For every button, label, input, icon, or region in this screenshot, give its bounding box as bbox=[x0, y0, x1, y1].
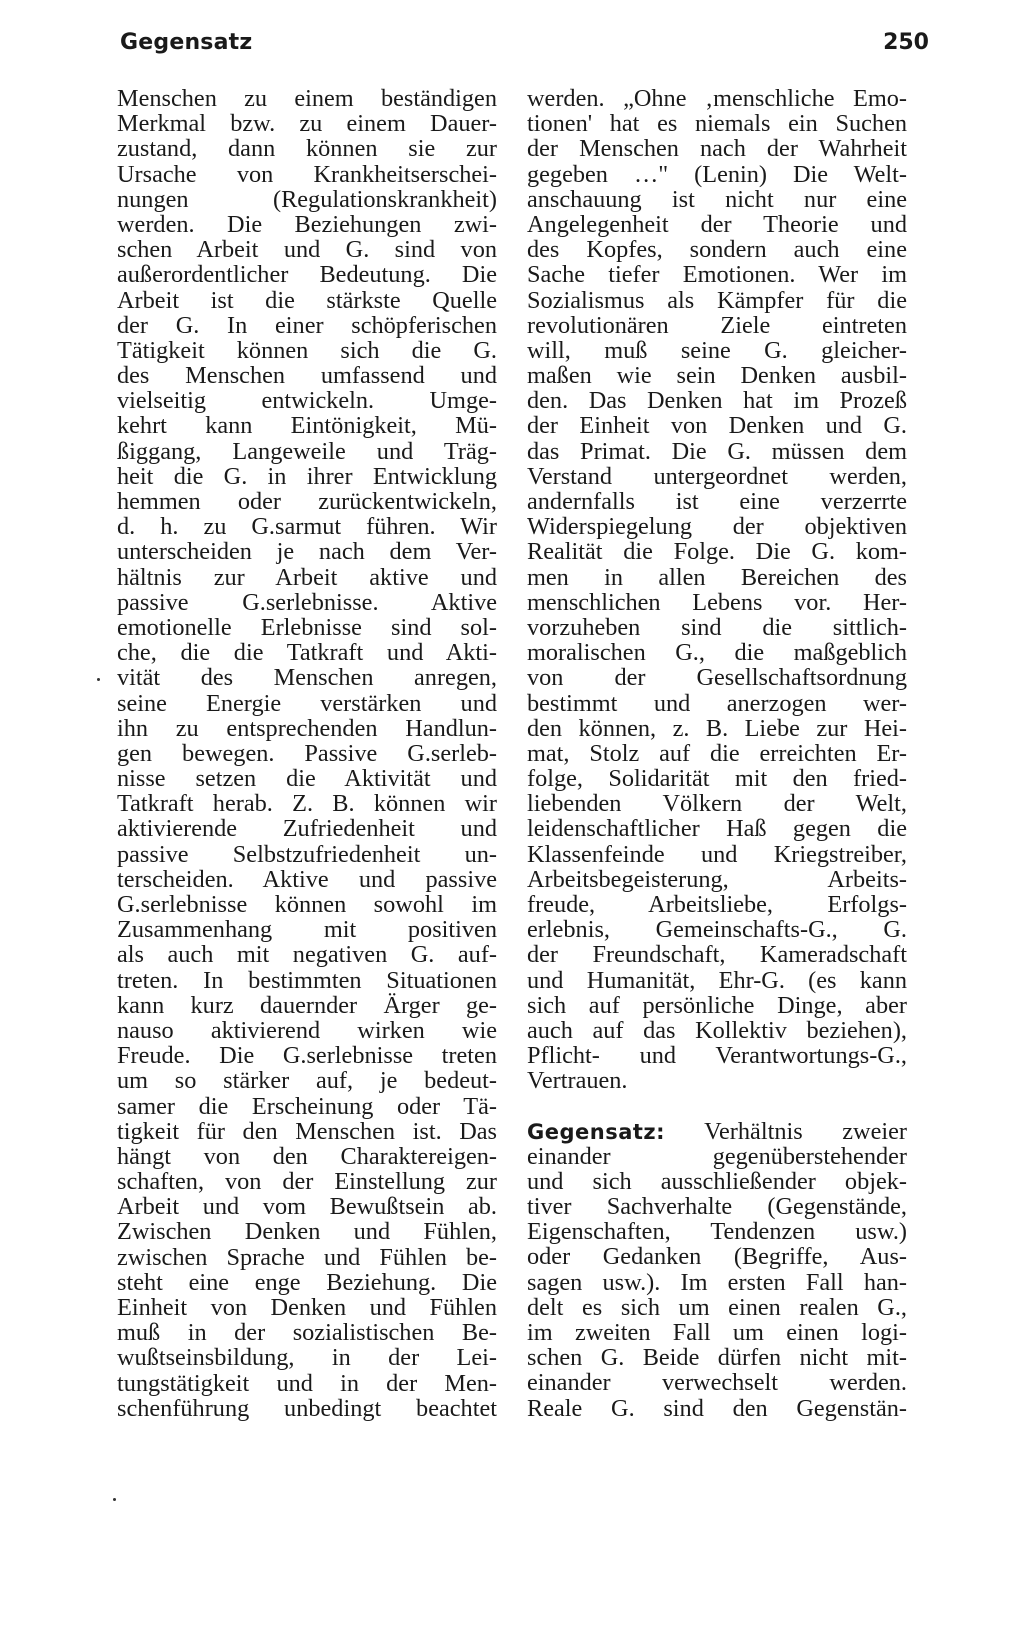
text-line: menschlichen Lebens vor. Her- bbox=[527, 588, 907, 616]
text-line: Arbeit und vom Bewußtsein ab. bbox=[117, 1193, 497, 1221]
text-line: unterscheiden je nach dem Ver- bbox=[117, 538, 497, 566]
text-line: als auch mit negativen G. auf- bbox=[117, 941, 497, 969]
text-line: emotionelle Erlebnisse sind sol- bbox=[117, 613, 497, 641]
text-line: revolutionären Ziele eintreten bbox=[527, 311, 907, 339]
text-line: zustand, dann können sie zur bbox=[117, 135, 497, 163]
text-line: von der Gesellschaftsordnung bbox=[527, 664, 907, 692]
text-line: den können, z. B. Liebe zur Hei- bbox=[527, 714, 907, 742]
text-line: Angelegenheit der Theorie und bbox=[527, 210, 907, 238]
text-line: maßen wie sein Denken ausbil- bbox=[527, 362, 907, 390]
text-line: nungen (Regulationskrankheit) bbox=[117, 185, 497, 213]
entry-body bbox=[527, 1144, 907, 1421]
text-line: schen G. Beide dürfen nicht mit- bbox=[527, 1344, 907, 1372]
page-number: 250 bbox=[883, 30, 929, 55]
text-line: tiver Sachverhalte (Gegenstände, bbox=[527, 1193, 907, 1221]
text-line: G.serlebnisse können sowohl im bbox=[117, 891, 497, 918]
entry-first-line bbox=[527, 1119, 907, 1144]
text-line: im zweiten Fall um einen logi- bbox=[527, 1319, 907, 1346]
text-line: Verstand untergeordnet werden, bbox=[527, 462, 907, 490]
text-line: Vertrauen. bbox=[527, 1067, 628, 1095]
text-line: sich auf persönliche Dinge, aber bbox=[527, 991, 907, 1019]
text-line: passive G.serlebnisse. Aktive bbox=[117, 588, 497, 616]
text-line: men in allen Bereichen des bbox=[527, 563, 907, 591]
text-line: seine Energie verstärken und bbox=[117, 689, 497, 717]
print-speck bbox=[97, 678, 100, 681]
text-line: des Kopfes, sondern auch eine bbox=[527, 236, 907, 264]
text-line: vität des Menschen anregen, bbox=[117, 664, 497, 692]
text-line: Zusammenhang mit positiven bbox=[117, 916, 497, 944]
text-line: heit die G. in ihrer Entwicklung bbox=[117, 462, 497, 490]
text-line: delt es sich um einen realen G., bbox=[527, 1293, 907, 1321]
text-line: nauso aktivierend wirken wie bbox=[117, 1016, 497, 1044]
text-line: Einheit von Denken und Fühlen bbox=[117, 1294, 497, 1321]
text-line: erlebnis, Gemeinschafts-G., G. bbox=[527, 916, 907, 944]
text-line: freude, Arbeitsliebe, Erfolgs- bbox=[527, 891, 907, 918]
text-line: hängt von den Charaktereigen- bbox=[117, 1142, 497, 1170]
text-line: che, die die Tatkraft und Akti- bbox=[117, 639, 497, 667]
right-column bbox=[527, 86, 907, 1421]
text-line: bestimmt und anerzogen wer- bbox=[527, 689, 907, 717]
text-line: Arbeitsbegeisterung, Arbeits- bbox=[527, 865, 907, 893]
text-line: muß in der sozialistischen Be- bbox=[117, 1319, 497, 1347]
text-line: Zwischen Denken und Fühlen, bbox=[117, 1218, 497, 1246]
text-line: der Einheit von Denken und G. bbox=[527, 412, 907, 440]
text-line: Tätigkeit können sich die G. bbox=[117, 336, 497, 364]
text-line: zwischen Sprache und Fühlen be- bbox=[117, 1243, 497, 1271]
left-column bbox=[117, 86, 497, 1421]
text-line: Pflicht- und Verantwortungs-G., bbox=[527, 1042, 907, 1070]
text-line: tigkeit für den Menschen ist. Das bbox=[117, 1117, 497, 1145]
text-line: den. Das Denken hat im Prozeß bbox=[527, 387, 907, 415]
text-line: Widerspiegelung der objektiven bbox=[527, 513, 907, 541]
text-line: gegeben …" (Lenin) Die Welt- bbox=[527, 160, 907, 188]
text-line: d. h. zu G.sarmut führen. Wir bbox=[117, 513, 497, 541]
text-line: der G. In einer schöpferischen bbox=[117, 311, 497, 339]
entry-first-line-text: Verhältnis zweier bbox=[704, 1117, 907, 1145]
text-line: einander gegenüberstehender bbox=[527, 1142, 907, 1170]
text-line: Merkmal bzw. zu einem Dauer- bbox=[117, 110, 497, 138]
text-line: Ursache von Krankheitserschei- bbox=[117, 160, 497, 188]
text-line: Menschen zu einem beständigen bbox=[117, 85, 497, 112]
print-speck bbox=[113, 1498, 116, 1501]
text-line: das Primat. Die G. müssen dem bbox=[527, 437, 907, 465]
text-line: und sich ausschließender objek- bbox=[527, 1167, 907, 1195]
text-line: ßiggang, Langeweile und Träg- bbox=[117, 437, 497, 465]
text-line: der Menschen nach der Wahrheit bbox=[527, 135, 907, 163]
text-line: Freude. Die G.serlebnisse treten bbox=[117, 1042, 497, 1070]
text-line: terscheiden. Aktive und passive bbox=[117, 865, 497, 893]
text-line: einander verwechselt werden. bbox=[527, 1369, 907, 1397]
text-line: leidenschaftlicher Haß gegen die bbox=[527, 815, 907, 843]
text-line: werden. Die Beziehungen zwi- bbox=[117, 210, 497, 238]
text-line: aktivierende Zufriedenheit und bbox=[117, 815, 497, 843]
text-line: Sache tiefer Emotionen. Wer im bbox=[527, 261, 907, 289]
text-line: passive Selbstzufriedenheit un- bbox=[117, 840, 497, 868]
text-line: sagen usw.). Im ersten Fall han- bbox=[527, 1268, 907, 1296]
text-line: oder Gedanken (Begriffe, Aus- bbox=[527, 1243, 907, 1271]
text-line: der Freundschaft, Kameradschaft bbox=[527, 941, 907, 969]
text-line: außerordentlicher Bedeutung. Die bbox=[117, 261, 497, 289]
text-line: treten. In bestimmten Situationen bbox=[117, 966, 497, 994]
text-line: hemmen oder zurückentwickeln, bbox=[117, 488, 497, 515]
text-line: will, muß seine G. gleicher- bbox=[527, 336, 907, 364]
text-line: steht eine enge Beziehung. Die bbox=[117, 1268, 497, 1296]
text-line: schaften, von der Einstellung zur bbox=[117, 1168, 497, 1196]
running-head: Gegensatz bbox=[120, 30, 253, 55]
text-line: samer die Erscheinung oder Tä- bbox=[117, 1092, 497, 1120]
text-line: Eigenschaften, Tendenzen usw.) bbox=[527, 1218, 907, 1246]
text-line: nisse setzen die Aktivität und bbox=[117, 765, 497, 793]
text-line: andernfalls ist eine verzerrte bbox=[527, 488, 907, 515]
text-line: Sozialismus als Kämpfer für die bbox=[527, 286, 907, 314]
text-line: und Humanität, Ehr-G. (es kann bbox=[527, 966, 907, 994]
text-line: des Menschen umfassend und bbox=[117, 362, 497, 390]
text-line: mat, Stolz auf die erreichten Er- bbox=[527, 739, 907, 767]
entry-lemma: Gegensatz: bbox=[527, 1119, 666, 1144]
right-column-body bbox=[527, 86, 907, 1094]
text-line: Reale G. sind den Gegenstän- bbox=[527, 1394, 907, 1422]
text-line: hältnis zur Arbeit aktive und bbox=[117, 563, 497, 591]
text-line: vielseitig entwickeln. Umge- bbox=[117, 387, 497, 415]
text-line: schen Arbeit und G. sind von bbox=[117, 236, 497, 264]
text-line: anschauung ist nicht nur eine bbox=[527, 185, 907, 213]
text-line: Klassenfeinde und Kriegstreiber, bbox=[527, 840, 907, 868]
text-line: kehrt kann Eintönigkeit, Mü- bbox=[117, 412, 497, 440]
text-line: ihn zu entsprechenden Handlun- bbox=[117, 714, 497, 742]
text-line: werden. „Ohne ‚menschliche Emo- bbox=[527, 85, 907, 112]
text-line: gen bewegen. Passive G.serleb- bbox=[117, 739, 497, 767]
text-line: tungstätigkeit und in der Men- bbox=[117, 1369, 497, 1397]
text-line: Arbeit ist die stärkste Quelle bbox=[117, 286, 497, 314]
dictionary-entry-gegensatz bbox=[527, 1119, 907, 1421]
text-line: liebenden Völkern der Welt, bbox=[527, 790, 907, 818]
text-line: moralischen G., die maßgeblich bbox=[527, 639, 907, 667]
text-line: wußtseinsbildung, in der Lei- bbox=[117, 1344, 497, 1372]
text-line: vorzuheben sind die sittlich- bbox=[527, 613, 907, 641]
text-line: schenführung unbedingt beachtet bbox=[117, 1394, 497, 1422]
text-line: auch auf das Kollektiv beziehen), bbox=[527, 1016, 907, 1044]
text-line: tionen' hat es niemals ein Suchen bbox=[527, 110, 907, 138]
text-line: Realität die Folge. Die G. kom- bbox=[527, 538, 907, 566]
text-line: um so stärker auf, je bedeut- bbox=[117, 1067, 497, 1095]
text-line: Tatkraft herab. Z. B. können wir bbox=[117, 790, 497, 818]
text-line: kann kurz dauernder Ärger ge- bbox=[117, 991, 497, 1019]
text-line: folge, Solidarität mit den fried- bbox=[527, 765, 907, 793]
